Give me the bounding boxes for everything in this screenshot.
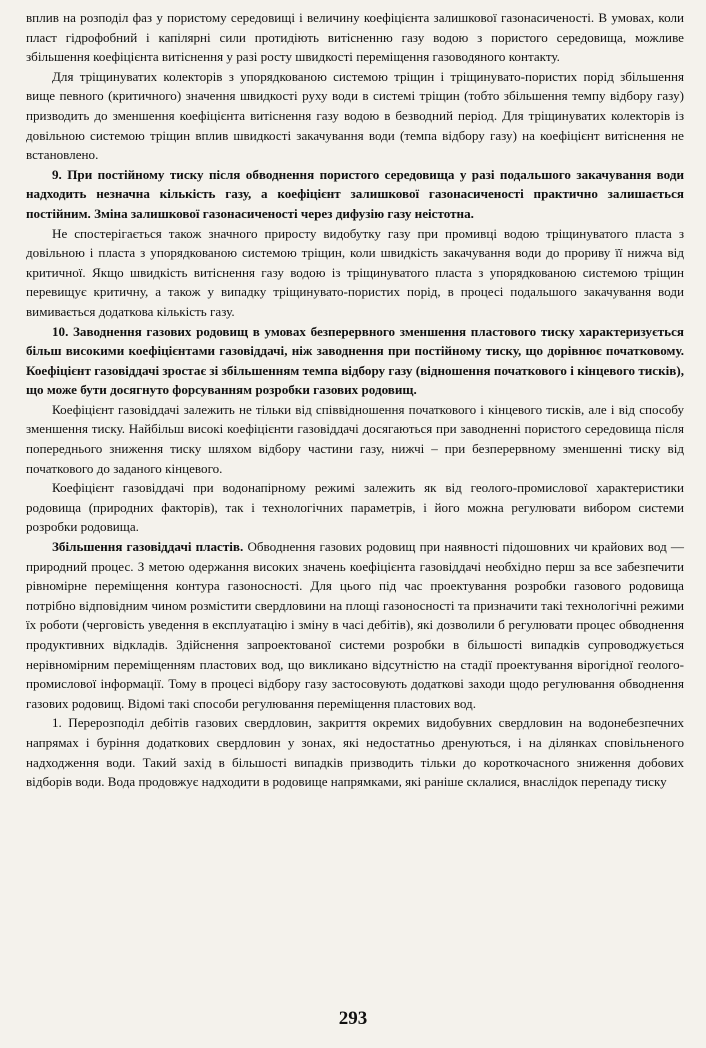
paragraph-6: Коефіцієнт газовіддачі залежить не тільки від співвідношення початкового і кінцевого тисків, але і від способу зменшення тиску. Найбільш високі коефіцієнти газовіддачі досягаються при заводненні пористого середовища після попереднього зниження тиску шляхом відбору частини газу, нижчі – при безперервному зменшенні тиску від початкового до заданого кінцевого. [26, 401, 684, 476]
paragraph-8-body: Обводнення газових родовищ при наявності підошовних чи крайових вод —природний процес. З метою одержання високих значень коефіцієнта газовіддачі необхідно перш за все забезпечити рівномірне переміщення контура газоносності. Для цього під час проектування розробки газового родовища потрібно відповідним чином розмістити свердловини на площі газоносності та призначити такі технологічні режими їх роботи (черговість уведення в експлуатацію і зміну в часі дебітів), які дозволили б регулювати процес обводнення продуктивних відкладів. Здійснення запроектованої системи розробки в більшості випадків супроводжується нерівномірним переміщенням пластових вод, що викликано відсутністю на стадії проектування вірогідної геолого-промислової інформації. Тому в процесі відбору газу застосовують додаткові заходи щодо регулювання обводнення газових родовищ. Відомі такі способи регулювання переміщення пластових вод. [26, 539, 684, 711]
paragraph-7: Коефіцієнт газовіддачі при водонапірному режимі залежить як від геолого-промислової характеристики родовища (природних факторів), так і технологічних параметрів, і його можна регулювати вибором системи розробки родовища. [26, 480, 684, 535]
paragraph-4: Не спостерігається також значного приросту видобутку газу при промивці водою тріщинуватого пласта з довільною і пласта з упорядкованою системою тріщин, коли швидкість закачування води до прориву її нижча від критичної. Якщо швидкість витіснення газу водою із тріщинуватого пласта з упорядкованою системою тріщин перевищує критичну, а також у випадку тріщинувато-пористих порід, в процесі подальшого закачування води вимивається додаткова кількість газу. [26, 225, 684, 319]
paragraph-9: 1. Перерозподіл дебітів газових свердловин, закриття окремих видобувних свердловин на водонебезпечних напрямах і буріння додаткових свердловин у зонах, які недостатньо дренуються, і на ділянках сповільненого надходження води. Такий захід в більшості випадків призводить тільки до короткочасного зниження добових відборів води. Вода продовжує надходити в родовище напрямками, які раніше склалися, внаслідок перепаду тиску [26, 715, 684, 790]
page-number: 293 [338, 1008, 368, 1029]
paragraph-2: Для тріщинуватих колекторів з упорядкованою системою тріщин і тріщинувато-пористих порід збільшення вище певного (критичного) значення швидкості руху води в системі тріщин (тобто збільшення темпу відбору газу) призводить до зменшення коефіцієнта витіснення газу водою в безводний період. Для тріщинуватих колекторів із довільною системою тріщин вплив швидкості закачування води (темпа відбору газу) на коефіцієнт витіснення не встановлено. [26, 68, 684, 163]
paragraph-3: 9. При постійному тиску після обводнення пористого середовища у разі подальшого закачування води надходить незначна кількість газу, а коефіцієнт залишкової газонасиченості практично залишається постійним. Зміна залишкової газонасиченості через дифузію газу неістотна. [26, 166, 684, 221]
paragraph-1: вплив на розподіл фаз у пористому середовищі і величину коефіцієнта залишкової газонасиченості. В умовах, коли пласт гідрофобний і капілярні сили протидіють витісненню газу водою з пористого середовища, можливе збільшення коефіцієнта витіснення у разі росту швидкості переміщення газоводяного контакту. [26, 10, 684, 65]
section-heading: Збільшення газовіддачі пластів. [52, 539, 244, 555]
page-body [26, 8, 684, 792]
paragraph-8 [26, 537, 684, 713]
paragraph-5: 10. Заводнення газових родовищ в умовах безперервного зменшення пластового тиску характеризується більш високими коефіцієнтами газовіддачі, ніж заводнення при постійному тиску, що дорівнює початковому. Коефіцієнт газовіддачі зростає зі збільшенням темпа відбору газу (відношення початкового і кінцевого тисків), що може бути досягнуто форсуванням розробки газових родовищ. [26, 323, 684, 398]
